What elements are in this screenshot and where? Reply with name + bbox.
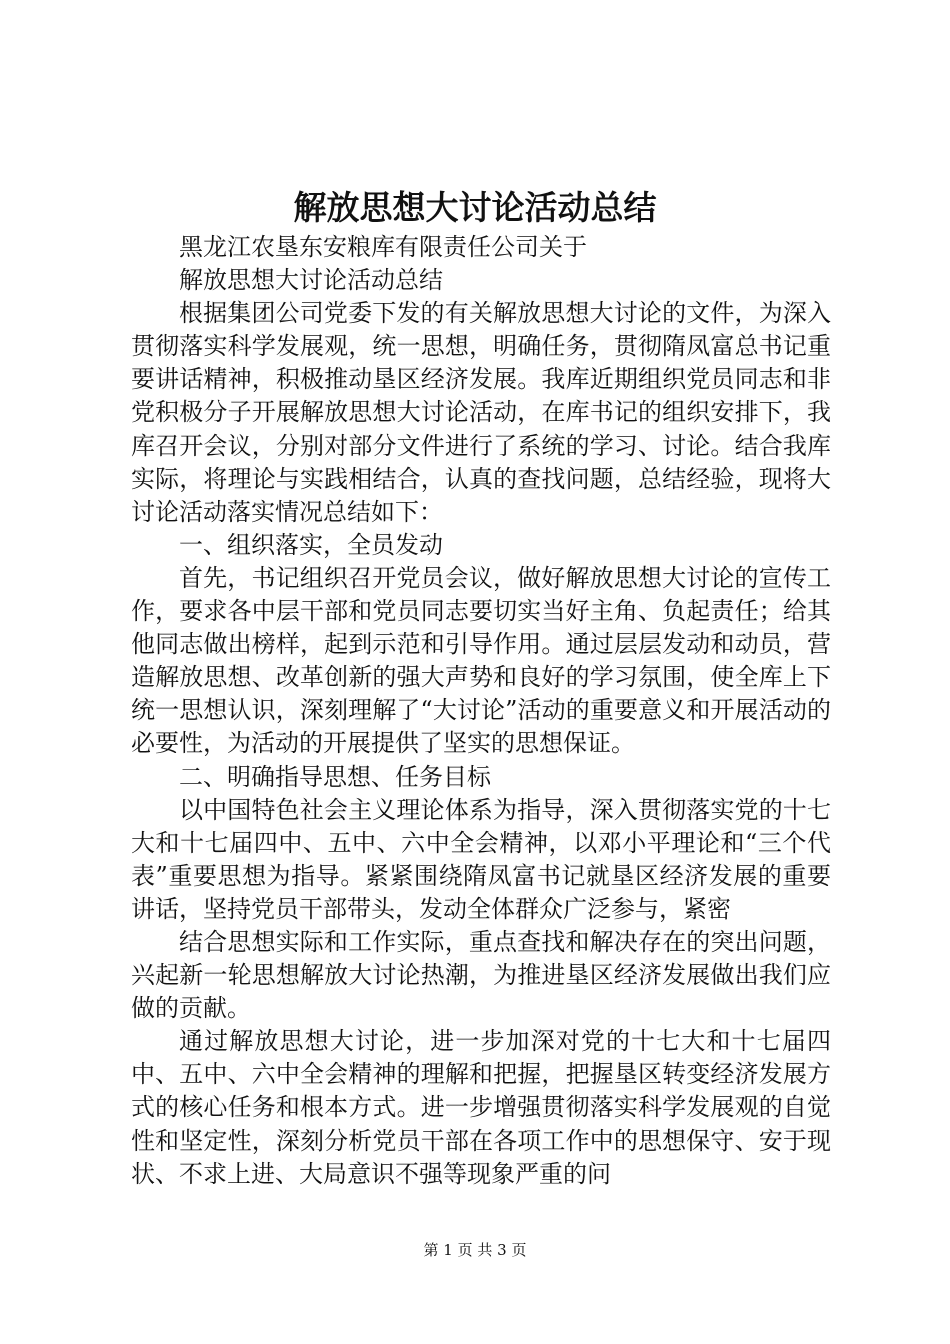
paragraph-section-1: 首先，书记组织召开党员会议，做好解放思想大讨论的宣传工作，要求各中层干部和党员同志要切实当好主角、负起责任；给其他同志做出榜样，起到示范和引导作用。通过层层发动和动员，营造解放思想、改革创新的强大声势和良好的学习氛围，使全库上下统一思想认识，深刻理解了“大讨论”活动的重要意义和开展活动的必要性，为活动的开展提供了坚实的思想保证。 [131,563,831,758]
document-title: 解放思想大讨论活动总结 [293,188,657,227]
paragraph-company-line: 黑龙江农垦东安粮库有限责任公司关于 [179,233,587,261]
paragraph-section-2-goals: 通过解放思想大讨论，进一步加深对党的十七大和十七届四中、五中、六中全会精神的理解和把握，把握垦区转变经济发展方式的核心任务和根本方式。进一步增强贯彻落实科学发展观的自觉性和坚定性，深刻分析党员干部在各项工作中的思想保守、安于现状、不求上进、大局意识不强等现象严重的问 [131,1027,831,1188]
paragraph-section-2: 以中国特色社会主义理论体系为指导，深入贯彻落实党的十七大和十七届四中、五中、六中全会精神，以邓小平理论和“三个代表”重要思想为指导。紧紧围绕隋凤富书记就垦区经济发展的重要讲话，坚持党员干部带头，发动全体群众广泛参与，紧密 [131,795,831,923]
document-body [131,231,831,1191]
section-heading-1: 一、组织落实，全员发动 [179,530,443,559]
section-heading-2: 二、明确指导思想、任务目标 [179,762,491,791]
page-footer: 第 1 页 共 3 页 [423,1241,527,1259]
paragraph-intro: 根据集团公司党委下发的有关解放思想大讨论的文件，为深入贯彻落实科学发展观，统一思想，明确任务，贯彻隋凤富总书记重要讲话精神，积极推动垦区经济发展。我库近期组织党员同志和非党积极分子开展解放思想大讨论活动，在库书记的组织安排下，我库召开会议，分别对部分文件进行了系统的学习、讨论。结合我库实际，将理论与实践相结合，认真的查找问题，总结经验，现将大讨论活动落实情况总结如下： [131,299,831,526]
paragraph-section-2-continued: 结合思想实际和工作实际，重点查找和解决存在的突出问题，兴起新一轮思想解放大讨论热潮，为推进垦区经济发展做出我们应做的贡献。 [131,927,831,1023]
paragraph-subtitle-line: 解放思想大讨论活动总结 [179,266,443,295]
